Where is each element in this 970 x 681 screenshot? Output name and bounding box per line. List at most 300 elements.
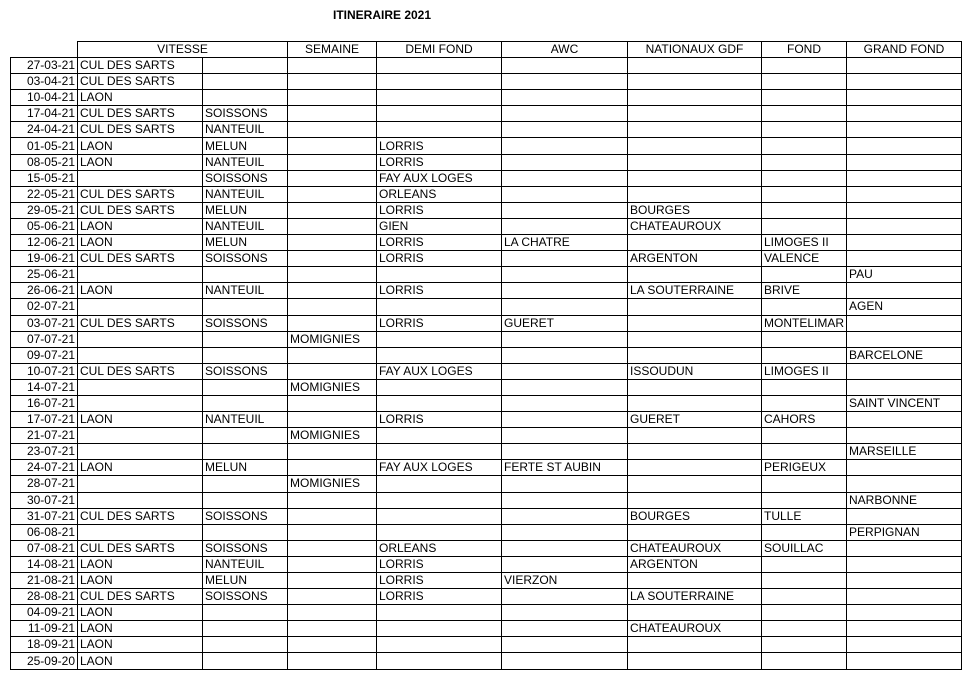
date-cell: 21-08-21 bbox=[11, 573, 78, 589]
nationaux-cell bbox=[628, 106, 762, 122]
vitesse-cell-1: CUL DES SARTS bbox=[78, 589, 203, 605]
grand-fond-cell bbox=[847, 476, 962, 492]
grand-fond-cell bbox=[847, 122, 962, 138]
awc-cell bbox=[502, 154, 628, 170]
semaine-cell bbox=[288, 653, 377, 669]
awc-cell bbox=[502, 492, 628, 508]
semaine-cell bbox=[288, 524, 377, 540]
semaine-cell bbox=[288, 186, 377, 202]
nationaux-cell bbox=[628, 444, 762, 460]
table-row bbox=[11, 605, 962, 621]
vitesse-cell-2: SOISSONS bbox=[203, 508, 288, 524]
vitesse-cell-2: SOISSONS bbox=[203, 540, 288, 556]
table-row bbox=[11, 154, 962, 170]
grand-fond-cell: NARBONNE bbox=[847, 492, 962, 508]
vitesse-cell-2 bbox=[203, 347, 288, 363]
demi-fond-cell bbox=[377, 122, 502, 138]
date-header bbox=[11, 42, 78, 58]
vitesse-cell-1: CUL DES SARTS bbox=[78, 202, 203, 218]
fond-cell bbox=[762, 154, 847, 170]
grand-fond-cell bbox=[847, 170, 962, 186]
table-row bbox=[11, 428, 962, 444]
semaine-cell bbox=[288, 412, 377, 428]
nationaux-cell: BOURGES bbox=[628, 202, 762, 218]
date-cell: 28-08-21 bbox=[11, 589, 78, 605]
fond-cell bbox=[762, 170, 847, 186]
date-cell: 29-05-21 bbox=[11, 202, 78, 218]
date-cell: 14-08-21 bbox=[11, 556, 78, 572]
semaine-cell bbox=[288, 251, 377, 267]
fond-cell bbox=[762, 621, 847, 637]
nationaux-cell bbox=[628, 170, 762, 186]
awc-cell bbox=[502, 74, 628, 90]
table-row bbox=[11, 476, 962, 492]
table-row bbox=[11, 379, 962, 395]
vitesse-cell-2 bbox=[203, 379, 288, 395]
nationaux-cell bbox=[628, 460, 762, 476]
table-row bbox=[11, 74, 962, 90]
date-cell: 03-07-21 bbox=[11, 315, 78, 331]
vitesse-cell-2: MELUN bbox=[203, 138, 288, 154]
nationaux-cell: ARGENTON bbox=[628, 251, 762, 267]
vitesse-cell-2 bbox=[203, 90, 288, 106]
vitesse-cell-1 bbox=[78, 524, 203, 540]
vitesse-cell-1 bbox=[78, 428, 203, 444]
vitesse-cell-1: LAON bbox=[78, 556, 203, 572]
table-row bbox=[11, 170, 962, 186]
date-cell: 17-07-21 bbox=[11, 412, 78, 428]
awc-cell bbox=[502, 58, 628, 74]
demi-fond-cell bbox=[377, 106, 502, 122]
nationaux-cell bbox=[628, 74, 762, 90]
grand-fond-cell bbox=[847, 379, 962, 395]
table-row bbox=[11, 58, 962, 74]
semaine-cell bbox=[288, 283, 377, 299]
vitesse-cell-2: NANTEUIL bbox=[203, 154, 288, 170]
nationaux-cell: ISSOUDUN bbox=[628, 363, 762, 379]
vitesse-cell-1: LAON bbox=[78, 653, 203, 669]
fond-cell bbox=[762, 58, 847, 74]
fond-cell bbox=[762, 395, 847, 411]
awc-cell bbox=[502, 395, 628, 411]
date-cell: 17-04-21 bbox=[11, 106, 78, 122]
vitesse-cell-2: NANTEUIL bbox=[203, 556, 288, 572]
semaine-cell bbox=[288, 267, 377, 283]
vitesse-cell-1 bbox=[78, 170, 203, 186]
date-cell: 24-04-21 bbox=[11, 122, 78, 138]
date-cell: 31-07-21 bbox=[11, 508, 78, 524]
date-cell: 12-06-21 bbox=[11, 235, 78, 251]
nationaux-cell bbox=[628, 524, 762, 540]
awc-cell bbox=[502, 540, 628, 556]
table-row bbox=[11, 444, 962, 460]
nationaux-cell bbox=[628, 186, 762, 202]
vitesse-cell-2: SOISSONS bbox=[203, 251, 288, 267]
table-row bbox=[11, 460, 962, 476]
vitesse-cell-2: SOISSONS bbox=[203, 589, 288, 605]
awc-cell: FERTE ST AUBIN bbox=[502, 460, 628, 476]
date-cell: 22-05-21 bbox=[11, 186, 78, 202]
semaine-cell bbox=[288, 637, 377, 653]
date-cell: 07-08-21 bbox=[11, 540, 78, 556]
grand-fond-cell bbox=[847, 154, 962, 170]
semaine-cell: MOMIGNIES bbox=[288, 476, 377, 492]
demi-fond-cell: LORRIS bbox=[377, 138, 502, 154]
grand-fond-cell bbox=[847, 283, 962, 299]
vitesse-cell-1: LAON bbox=[78, 138, 203, 154]
grand-fond-cell bbox=[847, 589, 962, 605]
awc-cell: VIERZON bbox=[502, 573, 628, 589]
nationaux-cell: ARGENTON bbox=[628, 556, 762, 572]
nationaux-header: NATIONAUX GDF bbox=[628, 42, 762, 58]
vitesse-cell-2 bbox=[203, 637, 288, 653]
vitesse-cell-1 bbox=[78, 395, 203, 411]
vitesse-cell-2: NANTEUIL bbox=[203, 186, 288, 202]
date-cell: 30-07-21 bbox=[11, 492, 78, 508]
table-row bbox=[11, 218, 962, 234]
table-row bbox=[11, 251, 962, 267]
demi-fond-cell: LORRIS bbox=[377, 589, 502, 605]
date-cell: 23-07-21 bbox=[11, 444, 78, 460]
vitesse-header: VITESSE bbox=[78, 42, 288, 58]
table-row bbox=[11, 347, 962, 363]
header-row bbox=[11, 42, 962, 58]
grand-fond-cell bbox=[847, 428, 962, 444]
grand-fond-cell: PAU bbox=[847, 267, 962, 283]
semaine-cell bbox=[288, 138, 377, 154]
demi-fond-cell bbox=[377, 299, 502, 315]
awc-cell bbox=[502, 556, 628, 572]
semaine-cell bbox=[288, 540, 377, 556]
grand-fond-cell: BARCELONE bbox=[847, 347, 962, 363]
vitesse-cell-1 bbox=[78, 476, 203, 492]
semaine-cell bbox=[288, 460, 377, 476]
awc-cell bbox=[502, 202, 628, 218]
nationaux-cell bbox=[628, 605, 762, 621]
fond-cell bbox=[762, 122, 847, 138]
awc-header: AWC bbox=[502, 42, 628, 58]
demi-fond-cell bbox=[377, 90, 502, 106]
nationaux-cell bbox=[628, 267, 762, 283]
awc-cell bbox=[502, 283, 628, 299]
vitesse-cell-1: CUL DES SARTS bbox=[78, 122, 203, 138]
fond-cell bbox=[762, 299, 847, 315]
grand-fond-cell: AGEN bbox=[847, 299, 962, 315]
grand-fond-cell bbox=[847, 556, 962, 572]
nationaux-cell bbox=[628, 573, 762, 589]
grand-fond-cell bbox=[847, 218, 962, 234]
demi-fond-cell: LORRIS bbox=[377, 315, 502, 331]
semaine-cell bbox=[288, 444, 377, 460]
fond-cell: BRIVE bbox=[762, 283, 847, 299]
fond-cell bbox=[762, 589, 847, 605]
awc-cell bbox=[502, 653, 628, 669]
fond-cell: VALENCE bbox=[762, 251, 847, 267]
awc-cell bbox=[502, 508, 628, 524]
demi-fond-cell: FAY AUX LOGES bbox=[377, 460, 502, 476]
nationaux-cell bbox=[628, 235, 762, 251]
vitesse-cell-1 bbox=[78, 379, 203, 395]
grand-fond-cell bbox=[847, 363, 962, 379]
date-cell: 18-09-21 bbox=[11, 637, 78, 653]
nationaux-cell: GUERET bbox=[628, 412, 762, 428]
vitesse-cell-1: CUL DES SARTS bbox=[78, 58, 203, 74]
awc-cell bbox=[502, 363, 628, 379]
vitesse-cell-2 bbox=[203, 299, 288, 315]
vitesse-cell-1: CUL DES SARTS bbox=[78, 315, 203, 331]
fond-cell: LIMOGES II bbox=[762, 235, 847, 251]
grand-fond-cell bbox=[847, 331, 962, 347]
fond-cell bbox=[762, 138, 847, 154]
vitesse-cell-2: NANTEUIL bbox=[203, 218, 288, 234]
vitesse-cell-2 bbox=[203, 476, 288, 492]
demi-fond-cell bbox=[377, 428, 502, 444]
vitesse-cell-2 bbox=[203, 74, 288, 90]
date-cell: 24-07-21 bbox=[11, 460, 78, 476]
table-row bbox=[11, 122, 962, 138]
awc-cell bbox=[502, 299, 628, 315]
grand-fond-cell bbox=[847, 106, 962, 122]
semaine-cell bbox=[288, 492, 377, 508]
semaine-cell bbox=[288, 573, 377, 589]
fond-cell bbox=[762, 637, 847, 653]
date-cell: 10-07-21 bbox=[11, 363, 78, 379]
date-cell: 27-03-21 bbox=[11, 58, 78, 74]
table-row bbox=[11, 315, 962, 331]
vitesse-cell-2: MELUN bbox=[203, 202, 288, 218]
semaine-cell: MOMIGNIES bbox=[288, 428, 377, 444]
vitesse-cell-2 bbox=[203, 621, 288, 637]
awc-cell bbox=[502, 476, 628, 492]
fond-header: FOND bbox=[762, 42, 847, 58]
semaine-cell bbox=[288, 508, 377, 524]
table-row bbox=[11, 299, 962, 315]
vitesse-cell-2 bbox=[203, 524, 288, 540]
awc-cell bbox=[502, 138, 628, 154]
vitesse-cell-1: LAON bbox=[78, 637, 203, 653]
vitesse-cell-2: SOISSONS bbox=[203, 363, 288, 379]
vitesse-cell-2 bbox=[203, 492, 288, 508]
table-row bbox=[11, 186, 962, 202]
semaine-cell bbox=[288, 235, 377, 251]
table-row bbox=[11, 395, 962, 411]
fond-cell: PERIGEUX bbox=[762, 460, 847, 476]
date-cell: 14-07-21 bbox=[11, 379, 78, 395]
fond-cell bbox=[762, 218, 847, 234]
date-cell: 02-07-21 bbox=[11, 299, 78, 315]
demi-fond-cell bbox=[377, 395, 502, 411]
semaine-cell bbox=[288, 621, 377, 637]
table-row bbox=[11, 621, 962, 637]
demi-fond-cell bbox=[377, 444, 502, 460]
nationaux-cell bbox=[628, 653, 762, 669]
vitesse-cell-1: CUL DES SARTS bbox=[78, 508, 203, 524]
nationaux-cell: LA SOUTERRAINE bbox=[628, 283, 762, 299]
vitesse-cell-2 bbox=[203, 653, 288, 669]
demi-fond-cell bbox=[377, 58, 502, 74]
vitesse-cell-2 bbox=[203, 428, 288, 444]
vitesse-cell-1: CUL DES SARTS bbox=[78, 540, 203, 556]
demi-fond-cell bbox=[377, 492, 502, 508]
nationaux-cell bbox=[628, 138, 762, 154]
fond-cell bbox=[762, 106, 847, 122]
awc-cell bbox=[502, 605, 628, 621]
itinerary-table bbox=[10, 41, 962, 670]
vitesse-cell-1: LAON bbox=[78, 460, 203, 476]
vitesse-cell-2: SOISSONS bbox=[203, 315, 288, 331]
nationaux-cell bbox=[628, 122, 762, 138]
nationaux-cell bbox=[628, 299, 762, 315]
grand-fond-header: GRAND FOND bbox=[847, 42, 962, 58]
vitesse-cell-1 bbox=[78, 331, 203, 347]
vitesse-cell-1 bbox=[78, 299, 203, 315]
awc-cell bbox=[502, 122, 628, 138]
awc-cell bbox=[502, 621, 628, 637]
date-cell: 28-07-21 bbox=[11, 476, 78, 492]
grand-fond-cell bbox=[847, 621, 962, 637]
fond-cell bbox=[762, 476, 847, 492]
date-cell: 01-05-21 bbox=[11, 138, 78, 154]
demi-fond-cell bbox=[377, 347, 502, 363]
nationaux-cell bbox=[628, 90, 762, 106]
date-cell: 11-09-21 bbox=[11, 621, 78, 637]
grand-fond-cell bbox=[847, 74, 962, 90]
vitesse-cell-2: MELUN bbox=[203, 573, 288, 589]
nationaux-cell bbox=[628, 428, 762, 444]
fond-cell bbox=[762, 524, 847, 540]
awc-cell bbox=[502, 106, 628, 122]
awc-cell bbox=[502, 637, 628, 653]
table-row bbox=[11, 492, 962, 508]
nationaux-cell bbox=[628, 637, 762, 653]
grand-fond-cell bbox=[847, 653, 962, 669]
demi-fond-cell bbox=[377, 331, 502, 347]
grand-fond-cell: MARSEILLE bbox=[847, 444, 962, 460]
demi-fond-cell: LORRIS bbox=[377, 251, 502, 267]
table-row bbox=[11, 90, 962, 106]
table-row bbox=[11, 653, 962, 669]
semaine-cell bbox=[288, 106, 377, 122]
awc-cell: GUERET bbox=[502, 315, 628, 331]
nationaux-cell: LA SOUTERRAINE bbox=[628, 589, 762, 605]
vitesse-cell-2: NANTEUIL bbox=[203, 122, 288, 138]
demi-fond-cell: ORLEANS bbox=[377, 186, 502, 202]
demi-fond-cell: FAY AUX LOGES bbox=[377, 170, 502, 186]
semaine-cell bbox=[288, 90, 377, 106]
vitesse-cell-1: LAON bbox=[78, 218, 203, 234]
fond-cell: CAHORS bbox=[762, 412, 847, 428]
grand-fond-cell bbox=[847, 315, 962, 331]
nationaux-cell bbox=[628, 395, 762, 411]
fond-cell: SOUILLAC bbox=[762, 540, 847, 556]
fond-cell: MONTELIMAR bbox=[762, 315, 847, 331]
fond-cell bbox=[762, 492, 847, 508]
grand-fond-cell bbox=[847, 58, 962, 74]
table-row bbox=[11, 412, 962, 428]
awc-cell bbox=[502, 251, 628, 267]
fond-cell: TULLE bbox=[762, 508, 847, 524]
nationaux-cell: CHATEAUROUX bbox=[628, 218, 762, 234]
grand-fond-cell bbox=[847, 235, 962, 251]
demi-fond-cell bbox=[377, 524, 502, 540]
fond-cell bbox=[762, 556, 847, 572]
grand-fond-cell bbox=[847, 90, 962, 106]
table-row bbox=[11, 573, 962, 589]
fond-cell bbox=[762, 267, 847, 283]
awc-cell bbox=[502, 428, 628, 444]
grand-fond-cell bbox=[847, 138, 962, 154]
date-cell: 06-08-21 bbox=[11, 524, 78, 540]
grand-fond-cell: PERPIGNAN bbox=[847, 524, 962, 540]
demi-fond-cell bbox=[377, 637, 502, 653]
table-row bbox=[11, 106, 962, 122]
table-row bbox=[11, 235, 962, 251]
vitesse-cell-2 bbox=[203, 444, 288, 460]
nationaux-cell bbox=[628, 315, 762, 331]
vitesse-cell-2 bbox=[203, 331, 288, 347]
vitesse-cell-2 bbox=[203, 605, 288, 621]
fond-cell bbox=[762, 573, 847, 589]
grand-fond-cell bbox=[847, 412, 962, 428]
awc-cell bbox=[502, 186, 628, 202]
nationaux-cell bbox=[628, 58, 762, 74]
nationaux-cell bbox=[628, 476, 762, 492]
table-row bbox=[11, 331, 962, 347]
demi-fond-cell bbox=[377, 621, 502, 637]
awc-cell bbox=[502, 267, 628, 283]
grand-fond-cell bbox=[847, 540, 962, 556]
vitesse-cell-2: MELUN bbox=[203, 235, 288, 251]
demi-fond-cell: LORRIS bbox=[377, 202, 502, 218]
semaine-cell: MOMIGNIES bbox=[288, 331, 377, 347]
nationaux-cell bbox=[628, 379, 762, 395]
grand-fond-cell bbox=[847, 573, 962, 589]
vitesse-cell-1: CUL DES SARTS bbox=[78, 251, 203, 267]
vitesse-cell-1: LAON bbox=[78, 235, 203, 251]
grand-fond-cell bbox=[847, 508, 962, 524]
vitesse-cell-1 bbox=[78, 267, 203, 283]
page-title: ITINERAIRE 2021 bbox=[333, 8, 432, 22]
date-cell: 05-06-21 bbox=[11, 218, 78, 234]
semaine-cell bbox=[288, 347, 377, 363]
semaine-cell bbox=[288, 395, 377, 411]
vitesse-cell-1: LAON bbox=[78, 621, 203, 637]
fond-cell bbox=[762, 379, 847, 395]
demi-fond-cell bbox=[377, 379, 502, 395]
date-cell: 25-09-20 bbox=[11, 653, 78, 669]
awc-cell bbox=[502, 524, 628, 540]
demi-fond-cell: ORLEANS bbox=[377, 540, 502, 556]
date-cell: 26-06-21 bbox=[11, 283, 78, 299]
semaine-cell bbox=[288, 74, 377, 90]
table-row bbox=[11, 267, 962, 283]
date-cell: 10-04-21 bbox=[11, 90, 78, 106]
table-body bbox=[11, 58, 962, 670]
vitesse-cell-1: CUL DES SARTS bbox=[78, 186, 203, 202]
fond-cell bbox=[762, 444, 847, 460]
vitesse-cell-1: CUL DES SARTS bbox=[78, 363, 203, 379]
semaine-cell bbox=[288, 170, 377, 186]
demi-fond-cell bbox=[377, 653, 502, 669]
nationaux-cell bbox=[628, 331, 762, 347]
demi-fond-cell: LORRIS bbox=[377, 412, 502, 428]
grand-fond-cell bbox=[847, 460, 962, 476]
awc-cell bbox=[502, 444, 628, 460]
vitesse-cell-1: LAON bbox=[78, 283, 203, 299]
nationaux-cell bbox=[628, 154, 762, 170]
awc-cell bbox=[502, 412, 628, 428]
date-cell: 07-07-21 bbox=[11, 331, 78, 347]
